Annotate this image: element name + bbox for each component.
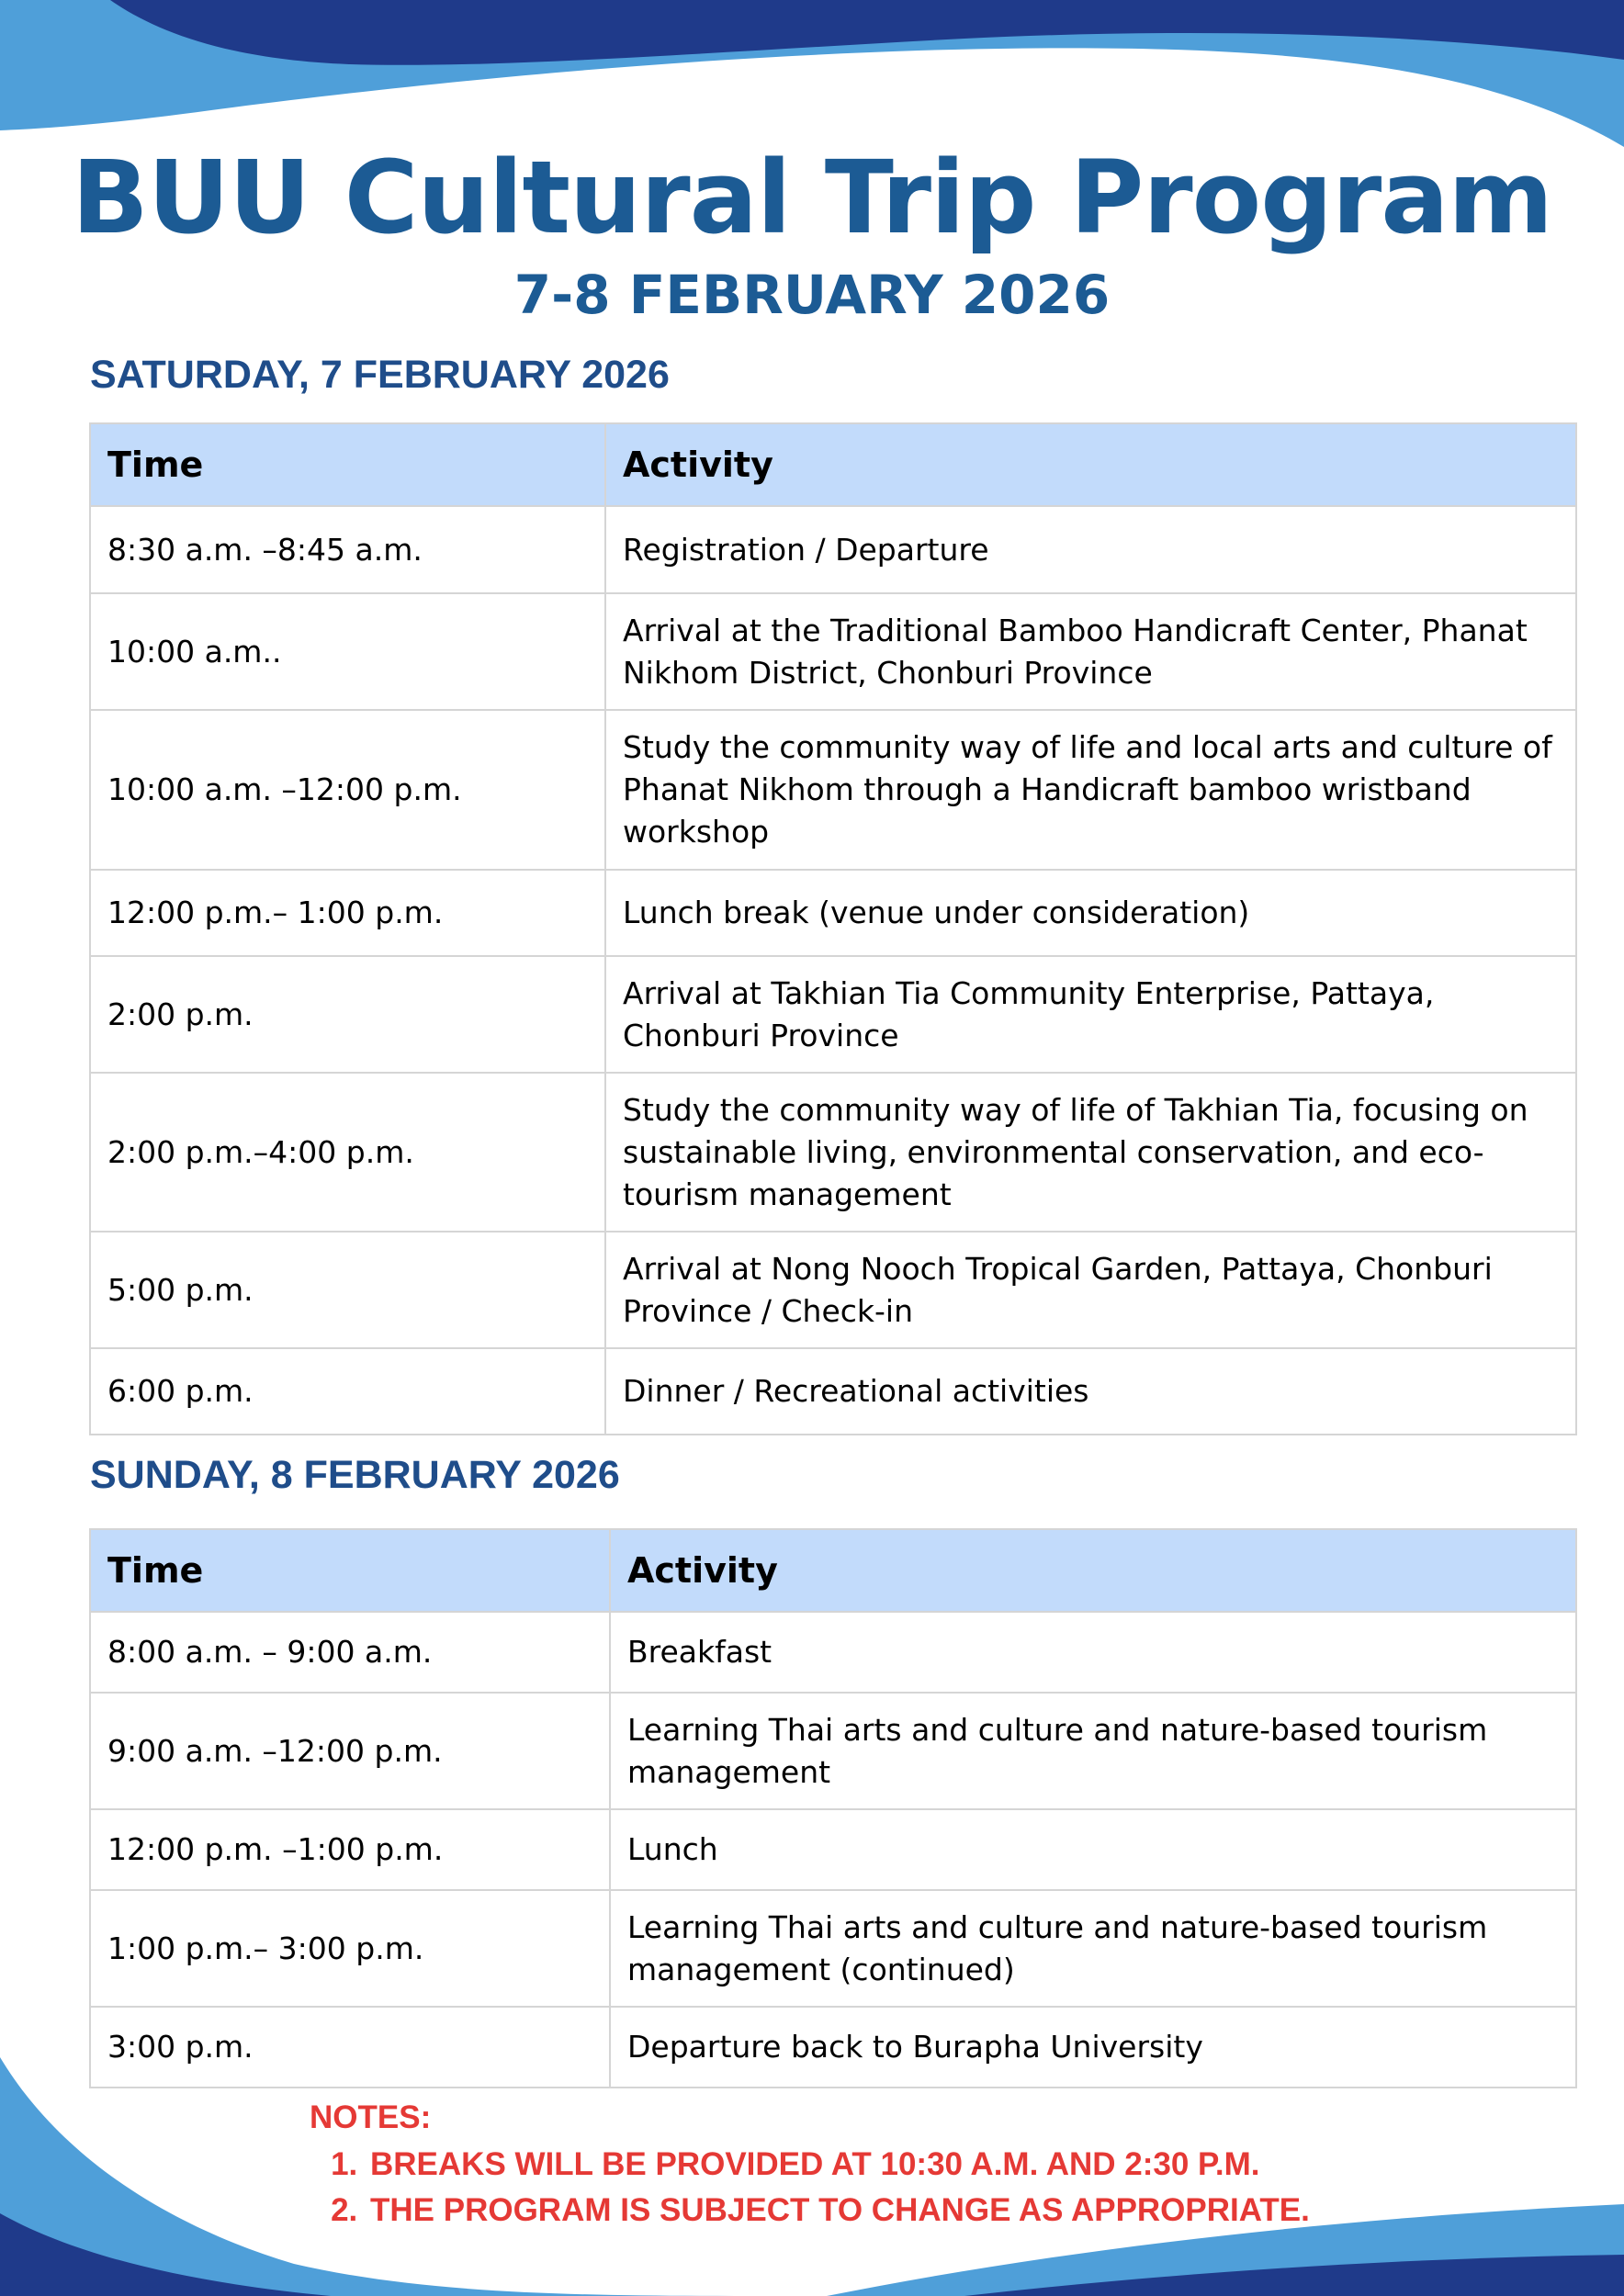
activity-cell: Learning Thai arts and culture and nature-based tourism management — [610, 1693, 1576, 1809]
note-item: 2. THE PROGRAM IS SUBJECT TO CHANGE AS APPROPRIATE. — [367, 2188, 1310, 2234]
table-row — [90, 1073, 1576, 1232]
time-cell: 8:00 a.m. – 9:00 a.m. — [90, 1612, 610, 1693]
activity-cell: Dinner / Recreational activities — [605, 1348, 1576, 1435]
table-row — [90, 1612, 1576, 1693]
day-heading-sunday: SUNDAY, 8 FEBRUARY 2026 — [90, 1453, 620, 1497]
column-header-activity: Activity — [605, 423, 1576, 506]
table-row — [90, 2007, 1576, 2088]
column-header-time: Time — [90, 423, 605, 506]
table-row — [90, 870, 1576, 956]
time-cell: 10:00 a.m.. — [90, 593, 605, 710]
notes-list — [310, 2142, 1310, 2234]
time-cell: 9:00 a.m. –12:00 p.m. — [90, 1693, 610, 1809]
activity-cell: Arrival at the Traditional Bamboo Handicraft Center, Phanat Nikhom District, Chonburi Province — [605, 593, 1576, 710]
table-row — [90, 1348, 1576, 1435]
time-cell: 2:00 p.m.–4:00 p.m. — [90, 1073, 605, 1232]
time-cell: 2:00 p.m. — [90, 956, 605, 1073]
activity-cell: Lunch break (venue under consideration) — [605, 870, 1576, 956]
activity-cell: Study the community way of life and local arts and culture of Phanat Nikhom through a Handicraft bamboo wristband workshop — [605, 710, 1576, 870]
schedule-table-sunday — [89, 1528, 1577, 2088]
page-subtitle: 7-8 FEBRUARY 2026 — [513, 264, 1111, 326]
time-cell: 8:30 a.m. –8:45 a.m. — [90, 506, 605, 593]
time-cell: 12:00 p.m.– 1:00 p.m. — [90, 870, 605, 956]
activity-cell: Breakfast — [610, 1612, 1576, 1693]
table-header-row — [90, 423, 1576, 506]
table-header-row — [90, 1529, 1576, 1612]
notes-title: NOTES: — [310, 2099, 432, 2135]
table-row — [90, 1890, 1576, 2007]
note-item: 1. BREAKS WILL BE PROVIDED AT 10:30 A.M. AND 2:30 P.M. — [367, 2142, 1310, 2188]
time-cell: 5:00 p.m. — [90, 1232, 605, 1348]
table-row — [90, 1693, 1576, 1809]
table-row — [90, 506, 1576, 593]
activity-cell: Arrival at Takhian Tia Community Enterprise, Pattaya, Chonburi Province — [605, 956, 1576, 1073]
activity-cell: Learning Thai arts and culture and nature-based tourism management (continued) — [610, 1890, 1576, 2007]
time-cell: 1:00 p.m.– 3:00 p.m. — [90, 1890, 610, 2007]
activity-cell: Lunch — [610, 1809, 1576, 1890]
activity-cell: Registration / Departure — [605, 506, 1576, 593]
top-wave-decoration — [0, 0, 1624, 147]
activity-cell: Arrival at Nong Nooch Tropical Garden, Pattaya, Chonburi Province / Check-in — [605, 1232, 1576, 1348]
activity-cell: Study the community way of life of Takhian Tia, focusing on sustainable living, environmental conservation, and eco-tourism management — [605, 1073, 1576, 1232]
activity-cell: Departure back to Burapha University — [610, 2007, 1576, 2088]
column-header-activity: Activity — [610, 1529, 1576, 1612]
page-title: BUU Cultural Trip Program — [71, 139, 1553, 256]
time-cell: 12:00 p.m. –1:00 p.m. — [90, 1809, 610, 1890]
notes-section — [310, 2099, 1310, 2234]
table-row — [90, 710, 1576, 870]
table-row — [90, 1232, 1576, 1348]
time-cell: 10:00 a.m. –12:00 p.m. — [90, 710, 605, 870]
table-row — [90, 593, 1576, 710]
table-row — [90, 956, 1576, 1073]
schedule-table-saturday — [89, 422, 1577, 1435]
day-heading-saturday: SATURDAY, 7 FEBRUARY 2026 — [90, 353, 670, 397]
time-cell: 3:00 p.m. — [90, 2007, 610, 2088]
table-row — [90, 1809, 1576, 1890]
column-header-time: Time — [90, 1529, 610, 1612]
time-cell: 6:00 p.m. — [90, 1348, 605, 1435]
